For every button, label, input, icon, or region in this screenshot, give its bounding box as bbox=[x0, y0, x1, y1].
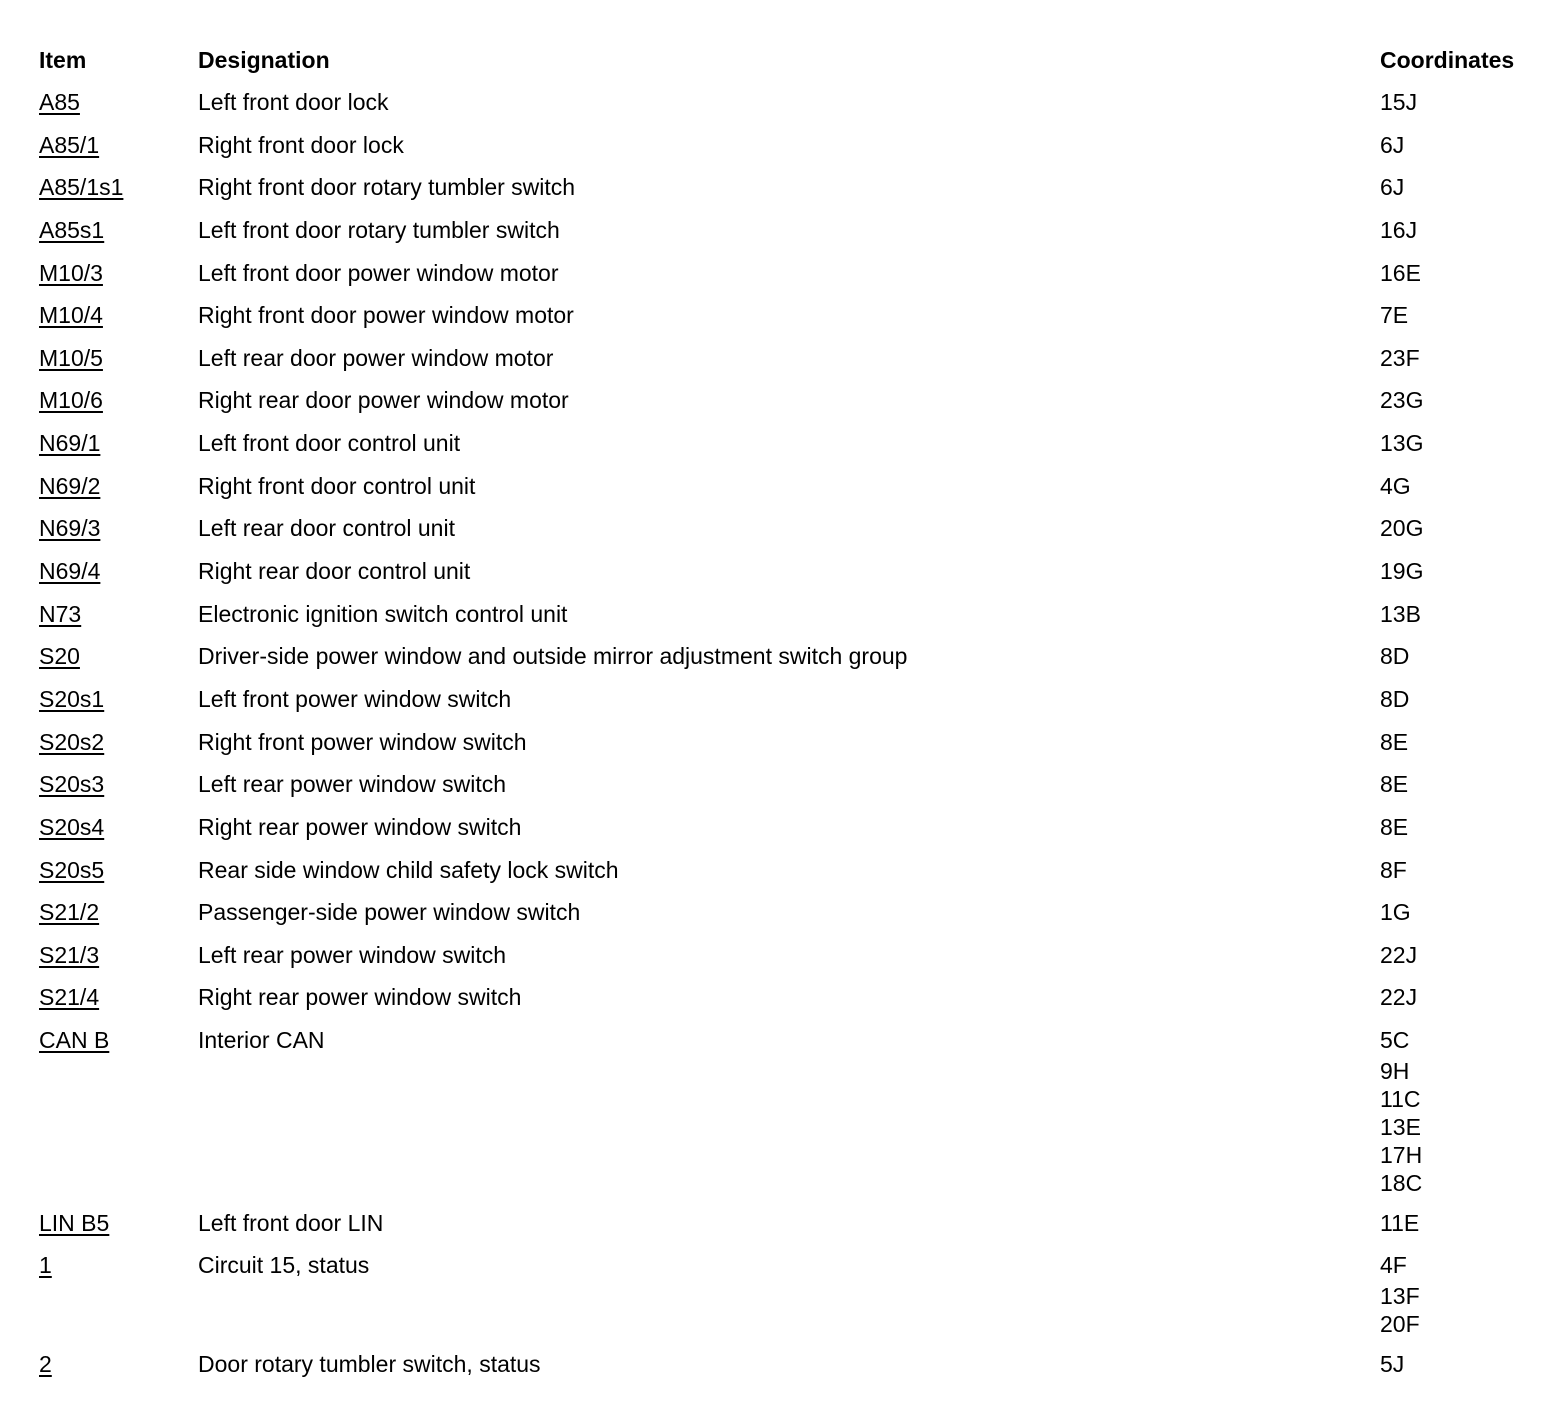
coordinate-value: 23F bbox=[1380, 344, 1420, 371]
table-row bbox=[0, 1248, 1568, 1347]
coordinate-value: 22J bbox=[1380, 941, 1418, 968]
coordinates-cell bbox=[1380, 554, 1423, 588]
designation-text: Electronic ignition switch control unit bbox=[198, 600, 568, 627]
table-row bbox=[0, 170, 1568, 213]
designation-text: Right rear power window switch bbox=[198, 813, 522, 840]
item-link[interactable]: S20s1 bbox=[39, 685, 105, 712]
coordinates-cell bbox=[1380, 682, 1409, 716]
coordinate-value: 4G bbox=[1380, 472, 1411, 499]
item-link[interactable]: CAN B bbox=[39, 1027, 110, 1054]
table-row bbox=[0, 128, 1568, 171]
designation-text: Right front door control unit bbox=[198, 472, 476, 499]
item-link[interactable]: A85 bbox=[39, 89, 80, 115]
coordinate-value: 11E bbox=[1380, 1209, 1420, 1236]
table-row bbox=[0, 767, 1568, 810]
coordinate-value: 20F bbox=[1380, 1311, 1420, 1338]
table-row bbox=[0, 1206, 1568, 1249]
coordinate-value: 20G bbox=[1380, 515, 1424, 542]
item-link[interactable]: 2 bbox=[39, 1351, 52, 1378]
table-row bbox=[0, 554, 1568, 597]
coordinate-value: 18C bbox=[1380, 1170, 1423, 1197]
designation-text: Right front door lock bbox=[198, 131, 404, 158]
table-row bbox=[0, 938, 1568, 981]
item-link[interactable]: S20s2 bbox=[39, 728, 105, 755]
coordinates-cell bbox=[1380, 938, 1417, 972]
designation-text: Door rotary tumbler switch, status bbox=[198, 1351, 541, 1378]
coordinate-value: 17H bbox=[1380, 1142, 1423, 1169]
item-link[interactable]: A85/1 bbox=[39, 131, 100, 158]
coordinates-cell bbox=[1380, 810, 1408, 844]
coordinate-value: 16J bbox=[1380, 216, 1418, 243]
table-row bbox=[0, 895, 1568, 938]
header-item: Item bbox=[39, 47, 87, 73]
table-row bbox=[0, 213, 1568, 256]
designation-text: Driver-side power window and outside mirror adjustment switch group bbox=[198, 643, 908, 670]
coordinates-cell bbox=[1380, 1347, 1404, 1381]
item-link[interactable]: M10/5 bbox=[39, 344, 103, 371]
item-link[interactable]: S20s5 bbox=[39, 856, 105, 883]
coordinate-value: 5J bbox=[1380, 1351, 1405, 1378]
coordinate-value: 8D bbox=[1380, 685, 1410, 712]
table-row bbox=[0, 597, 1568, 640]
coordinate-value: 8E bbox=[1380, 813, 1409, 840]
coordinates-cell bbox=[1380, 1248, 1420, 1338]
designation-text: Rear side window child safety lock switch bbox=[198, 856, 619, 883]
item-link[interactable]: A85s1 bbox=[39, 216, 105, 243]
table-row bbox=[0, 469, 1568, 512]
designation-text: Left front door control unit bbox=[198, 430, 461, 457]
item-link[interactable]: M10/6 bbox=[39, 387, 103, 414]
coordinates-cell bbox=[1380, 1023, 1422, 1197]
coordinate-value: 15J bbox=[1380, 89, 1418, 115]
item-link[interactable]: M10/3 bbox=[39, 259, 103, 286]
coordinate-value: 4F bbox=[1380, 1252, 1407, 1279]
coordinate-value: 13B bbox=[1380, 600, 1421, 627]
coordinates-cell bbox=[1380, 341, 1420, 375]
coordinate-value: 1G bbox=[1380, 899, 1411, 926]
designation-text: Left rear power window switch bbox=[198, 941, 507, 968]
coordinate-value: 8E bbox=[1380, 771, 1409, 798]
table-row bbox=[0, 426, 1568, 469]
designation-text: Left rear door control unit bbox=[198, 515, 455, 542]
designation-text: Right rear door control unit bbox=[198, 558, 471, 585]
coordinates-cell bbox=[1380, 639, 1409, 673]
coordinates-cell bbox=[1380, 895, 1411, 929]
table-row bbox=[0, 383, 1568, 426]
designation-text: Circuit 15, status bbox=[198, 1252, 370, 1279]
designation-text: Left front power window switch bbox=[198, 685, 512, 712]
designation-text: Right rear door power window motor bbox=[198, 387, 569, 414]
coordinates-cell bbox=[1380, 725, 1408, 759]
item-link[interactable]: S21/3 bbox=[39, 941, 100, 968]
coordinates-cell bbox=[1380, 597, 1421, 631]
coordinate-value: 13E bbox=[1380, 1114, 1421, 1141]
table-row bbox=[0, 298, 1568, 341]
coordinate-value: 23G bbox=[1380, 387, 1424, 414]
coordinate-value: 11C bbox=[1380, 1086, 1421, 1113]
table-row bbox=[0, 256, 1568, 299]
header-designation: Designation bbox=[198, 47, 330, 73]
coordinate-value: 5C bbox=[1380, 1027, 1410, 1054]
coordinates-cell bbox=[1380, 213, 1417, 247]
table-row bbox=[0, 682, 1568, 725]
item-link[interactable]: S21/2 bbox=[39, 899, 100, 926]
item-link[interactable]: M10/4 bbox=[39, 302, 103, 329]
coordinates-cell bbox=[1380, 426, 1423, 460]
item-link[interactable]: S20s3 bbox=[39, 771, 105, 798]
designation-text: Left front door power window motor bbox=[198, 259, 559, 286]
item-link[interactable]: LIN B5 bbox=[39, 1209, 110, 1236]
item-link[interactable]: 1 bbox=[39, 1252, 52, 1279]
designation-text: Right front door power window motor bbox=[198, 302, 574, 329]
designation-text: Interior CAN bbox=[198, 1027, 325, 1054]
coordinates-cell bbox=[1380, 1206, 1419, 1240]
table-row bbox=[0, 725, 1568, 768]
coordinate-value: 19G bbox=[1380, 558, 1424, 585]
designation-text: Right front door rotary tumbler switch bbox=[198, 174, 576, 201]
table-row bbox=[0, 810, 1568, 853]
coordinates-cell bbox=[1380, 767, 1408, 801]
table-row bbox=[0, 85, 1568, 128]
coordinate-value: 8F bbox=[1380, 856, 1407, 883]
coordinates-cell bbox=[1380, 298, 1408, 332]
coordinates-cell bbox=[1380, 469, 1411, 503]
designation-text: Left rear power window switch bbox=[198, 771, 507, 798]
coordinates-cell bbox=[1380, 85, 1417, 119]
coordinates-cell bbox=[1380, 511, 1423, 545]
designation-text: Left rear door power window motor bbox=[198, 344, 554, 371]
coordinate-value: 9H bbox=[1380, 1058, 1410, 1085]
table-row bbox=[0, 1023, 1568, 1206]
item-link[interactable]: N69/4 bbox=[39, 558, 101, 585]
item-link[interactable]: S20 bbox=[39, 643, 80, 670]
coordinate-value: 8E bbox=[1380, 728, 1409, 755]
item-link[interactable]: S21/4 bbox=[39, 984, 100, 1011]
coordinates-cell bbox=[1380, 128, 1404, 162]
designation-text: Left front door rotary tumbler switch bbox=[198, 216, 560, 243]
table-row bbox=[0, 341, 1568, 384]
item-link[interactable]: N69/2 bbox=[39, 472, 101, 499]
coordinates-cell bbox=[1380, 383, 1423, 417]
coordinates-cell bbox=[1380, 980, 1417, 1014]
coordinate-value: 16E bbox=[1380, 259, 1421, 286]
coordinate-value: 22J bbox=[1380, 984, 1418, 1011]
coordinate-value: 13F bbox=[1380, 1283, 1420, 1310]
coordinate-value: 7E bbox=[1380, 302, 1409, 329]
designation-text: Left front door LIN bbox=[198, 1209, 384, 1236]
designation-text: Left front door lock bbox=[198, 89, 389, 115]
item-link[interactable]: N69/3 bbox=[39, 515, 101, 542]
coordinates-cell bbox=[1380, 170, 1404, 204]
coordinate-value: 8D bbox=[1380, 643, 1410, 670]
table-row bbox=[0, 1347, 1568, 1390]
coordinate-value: 6J bbox=[1380, 131, 1405, 158]
header-coordinates: Coordinates bbox=[1380, 47, 1515, 73]
table-header bbox=[0, 43, 1568, 77]
coordinate-value: 13G bbox=[1380, 430, 1424, 457]
item-link[interactable]: N73 bbox=[39, 600, 82, 627]
designation-text: Right rear power window switch bbox=[198, 984, 522, 1011]
designation-text: Right front power window switch bbox=[198, 728, 527, 755]
table-row bbox=[0, 980, 1568, 1023]
item-link[interactable]: N69/1 bbox=[39, 430, 101, 457]
table-row bbox=[0, 511, 1568, 554]
designation-text: Passenger-side power window switch bbox=[198, 899, 581, 926]
coordinates-cell bbox=[1380, 256, 1421, 290]
item-link[interactable]: A85/1s1 bbox=[39, 174, 124, 201]
legend-table-body bbox=[0, 85, 1568, 1390]
table-row bbox=[0, 639, 1568, 682]
table-row bbox=[0, 853, 1568, 896]
coordinates-cell bbox=[1380, 853, 1407, 887]
coordinate-value: 6J bbox=[1380, 174, 1405, 201]
item-link[interactable]: S20s4 bbox=[39, 813, 105, 840]
